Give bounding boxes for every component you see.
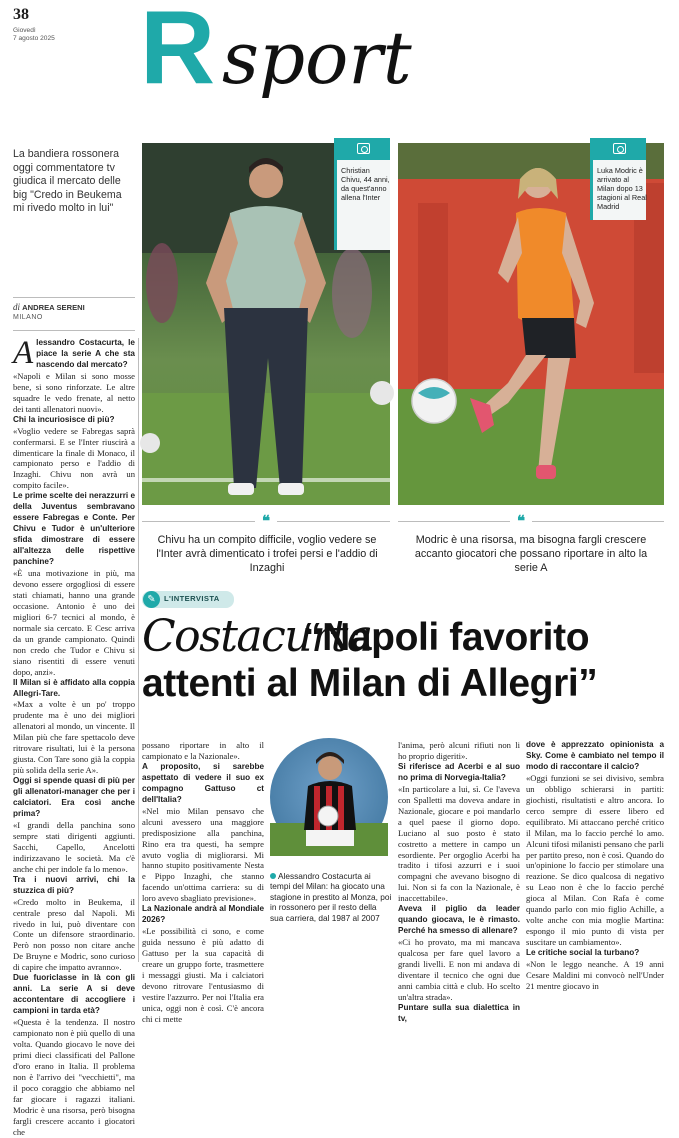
column-1-body [13, 335, 135, 1138]
article-column-1 [13, 335, 135, 1138]
interview-answer: «Non le leggo neanche. A 19 anni Cesare Maldini mi convocò nell'Under 21 mentre giocavo in [526, 959, 664, 991]
column-divider [138, 338, 139, 962]
interview-answer: «È una motivazione in più, ma devono essere orgogliosi di essere stati chiamati, hanno una grande occasione. Antonio è uno dei migliori 6-7 tecnici al mondo, è normale sia cercato. E Cesc arriva da un grande campionato. Quindi non credo che Tudor e Chivu si siano risentiti di essere venuti dopo, anzi». [13, 568, 135, 677]
section-tag [142, 591, 234, 608]
inset-caption-text: Alessandro Costacurta ai tempi del Milan: ha giocato una stagione in prestito al Monza, poi in rossonero per il resto della sua carriera, dal 1987 al 2007 [270, 871, 392, 923]
interview-question: Aveva il piglio da leader quando giocava, le è rimasto. Perché ha smesso di allenare? [398, 904, 520, 936]
quote-left: Chivu ha un compito difficile, voglio vedere se l'Inter avrà dimenticato i trofei persi e l'addio di Inzaghi [156, 534, 378, 574]
interview-question: dove è apprezzato opinionista a Sky. Come è cambiato nel tempo il modo di raccontare il calcio? [526, 740, 664, 771]
headline-line-1: “Napoli favorito [303, 616, 590, 659]
section-logo-word: sport [222, 16, 412, 100]
quote-mark-icon: ❝ [510, 514, 532, 528]
camera-icon-badge [337, 138, 390, 160]
headline-name: Costacurta [142, 611, 372, 662]
photo-chivu-caption-box [334, 138, 390, 250]
quote-mark-icon: ❝ [255, 514, 277, 528]
page-number: 38 [13, 6, 29, 23]
author-name: ANDREA SERENI [22, 303, 85, 312]
interview-answer: «Questa è la tendenza. Il nostro campionato non è più quello di una volta. Quando giocavo le nove dei primi dieci classificati del Pallone d'oro erano in Italia. Il problema non è l'arrivo dei "vecchietti", ma il poco coraggio che abbiamo nel far giocare i ragazzi italiani. Modric è una risorsa, però bisogna fargli crescere accanto i giocatori che [13, 1017, 135, 1137]
interview-answer: «In particolare a lui, sì. Ce l'aveva con Spalletti ma doveva andare in Nazionale, giocare e poi mandarlo a quel paese il giorno dopo. Luciano al suo posto è stato costretto a mettere in campo un esordiente. Per orgoglio Acerbi ha tradito i tifosi azzurri e i suoi compagni che avevano bisogno di lui. Non si fa con la Nazionale, è inaccettabile». [398, 783, 520, 904]
interview-answer: «Nel mio Milan pensavo che alcuni avessero una maggiore predisposizione alla panchina, Rino era tra questi, ha sempre avuto voglia di migliorarsi. Mi hanno stupito positivamente Nesta e Pippo Inzaghi, che stanno facendo un'ottima carriera: su di loro avevo sbagliato previsione». [142, 805, 264, 904]
byline [13, 302, 85, 312]
section-tag-label: L'INTERVISTA [164, 594, 220, 603]
photo-modric-caption-box [590, 138, 646, 220]
interview-question: La Nazionale andrà al Mondiale 2026? [142, 904, 264, 925]
bullet-icon [270, 873, 276, 879]
inset-caption [270, 871, 392, 923]
interview-question: Tra i nuovi arrivi, chi la stuzzica di più? [13, 874, 135, 895]
issue-full-date: 7 agosto 2025 [13, 35, 55, 42]
interview-answer: possano riportare in alto il campionato e la Nazionale». [142, 740, 264, 761]
article-column-2 [142, 740, 264, 1025]
interview-answer: l'anima, però alcuni rifiuti non li ho proprio digeriti». [398, 740, 520, 761]
interview-question: Chi la incuriosisce di più? [13, 414, 115, 424]
section-logo-letter: R [140, 0, 216, 106]
interview-question: lessandro Costacurta, le piace la serie A che sta nascendo dal mercato? [36, 338, 135, 369]
microphone-icon: ✎ [143, 591, 160, 608]
summary-divider [13, 297, 135, 298]
interview-question: A proposito, si sarebbe aspettato di vedere il suo ex compagno Gattuso ct dell'Italia? [142, 761, 264, 804]
interview-answer: «Oggi funzioni se sei divisivo, sembra un obbligo schierarsi in partiti: giochisti, risultatisti e altro ancora. Io cerco sempre di essere libero ed equilibrato. Mi attaccano perché critico il Milan, ma lo faccio perché lo amo. Alcuni tifosi milanisti pensano che parli per partito preso, non è così. Quando do un'opinione lo faccio per stimolare una reazione. Se dico qualcosa di negativo su Leao non è che lo faccio perché gioca al Milan. Con Rafa è come quando parlo con mio figlio Achille, a volte anche con mia moglie Martina: espongo il mio punto di vista per suscitare un cambiamento». [526, 772, 664, 948]
camera-icon [613, 143, 626, 154]
interview-answer: «Le possibilità ci sono, e come guida nessuno è più adatto di Gattuso per la sua capacità di creare un gruppo forte, trasmettere i messaggi giusti. Ma i calciatori devono ritrovare l'entusiasmo di vestire l'azzurro. Per noi l'Italia era unica, oggi non è così. C'è ancora chi ci mette [142, 926, 264, 1024]
article-summary: La bandiera rossonera oggi commentatore tv giudica il mercato delle big "Credo in Beukema mi rivedo molto in lui" [13, 148, 122, 215]
interview-answer: «I grandi della panchina sono sempre stati dirigenti aggiunti. Sacchi, Capello, Ancelotti indirizzavano le società. Ma c'è anche chi per indole fa lo meno». [13, 819, 135, 874]
interview-question: Puntare sulla sua dialettica in tv, [398, 1002, 520, 1023]
article-column-4 [526, 740, 664, 992]
headline-line-2: attenti al Milan di Allegri” [142, 662, 598, 705]
article-column-3 [398, 740, 520, 1025]
interview-question: Oggi si spende quasi di più per gli allenatori-manager che per i calciatori. Era così anche prima? [13, 776, 135, 818]
interview-answer: «Napoli e Milan si sono mosse bene, si sono rinforzate. Le altre squadre le vedo frenate, al netto dei tanti allenatori nuovi». [13, 370, 135, 414]
camera-icon-badge [593, 138, 646, 160]
photo-modric-caption: Luka Modric è arrivato al Milan dopo 13 stagioni al Real Madrid [597, 166, 647, 211]
interview-question: Il Milan si è affidato alla coppia Allegri-Tare. [13, 677, 135, 698]
drop-cap: A [13, 335, 34, 371]
quote-right: Modric è una risorsa, ma bisogna fargli crescere accanto giocatori che possano riportare in alto la serie A [414, 534, 648, 574]
photo-chivu-caption: Christian Chivu, 44 anni, da quest'anno allena l'Inter [341, 166, 390, 202]
interview-answer: «Max a volte è un po' troppo prudente ma è uno dei migliori allenatori al mondo, un vincente. Il Milan più che fare spettacolo deve ritrovare risultati, lui è la persona giusta. Con Tare sono già la coppia più solida della serie A». [13, 699, 135, 776]
interview-question: Le critiche social la turbano? [526, 948, 640, 958]
byline-prefix: di [13, 302, 21, 312]
interview-answer: «Ci ho provato, ma mi mancava qualcosa per fare quel lavoro a grandi livelli. E non mi andava di diventare il tecnico che ogni due anni cambia città e club. Ho scelto un'altra strada». [398, 937, 520, 1002]
byline-divider [13, 330, 135, 331]
camera-icon [357, 143, 370, 154]
photo-costacurta-illustration [270, 738, 388, 856]
interview-question: Si riferisce ad Acerbi e al suo no prima di Norvegia-Italia? [398, 761, 520, 782]
photo-costacurta-inset [270, 738, 388, 856]
issue-date [13, 27, 55, 43]
interview-question: Due fuoriclasse in là con gli anni. La serie A si deve accontentare di accogliere i campioni in tarda età? [13, 973, 135, 1016]
dateline-city: MILANO [13, 314, 43, 321]
interview-question: Le prime scelte dei nerazzurri e della Juventus sembravano essere Fabregas e Conte. Per Chivu e Tudor è un'ulteriore sfida dimostrare di essere all'altezza delle rispettive panchine? [13, 491, 135, 567]
issue-day: Giovedì [13, 27, 36, 34]
interview-answer: «Voglio vedere se Fabregas saprà confermarsi. E se l'Inter riuscirà a dimenticare la finale di Monaco, il campionato perso e l'addio di Inzaghi. Chivu non avrà un compito facile». [13, 425, 135, 491]
interview-answer: «Credo molto in Beukema, il centrale preso dal Napoli. Mi rivedo in lui, può diventare con Conte un difensore straordinario. Però non posso non citare anche De Bruyne e Modric, sono curioso di capire che impatto avranno». [13, 896, 135, 973]
